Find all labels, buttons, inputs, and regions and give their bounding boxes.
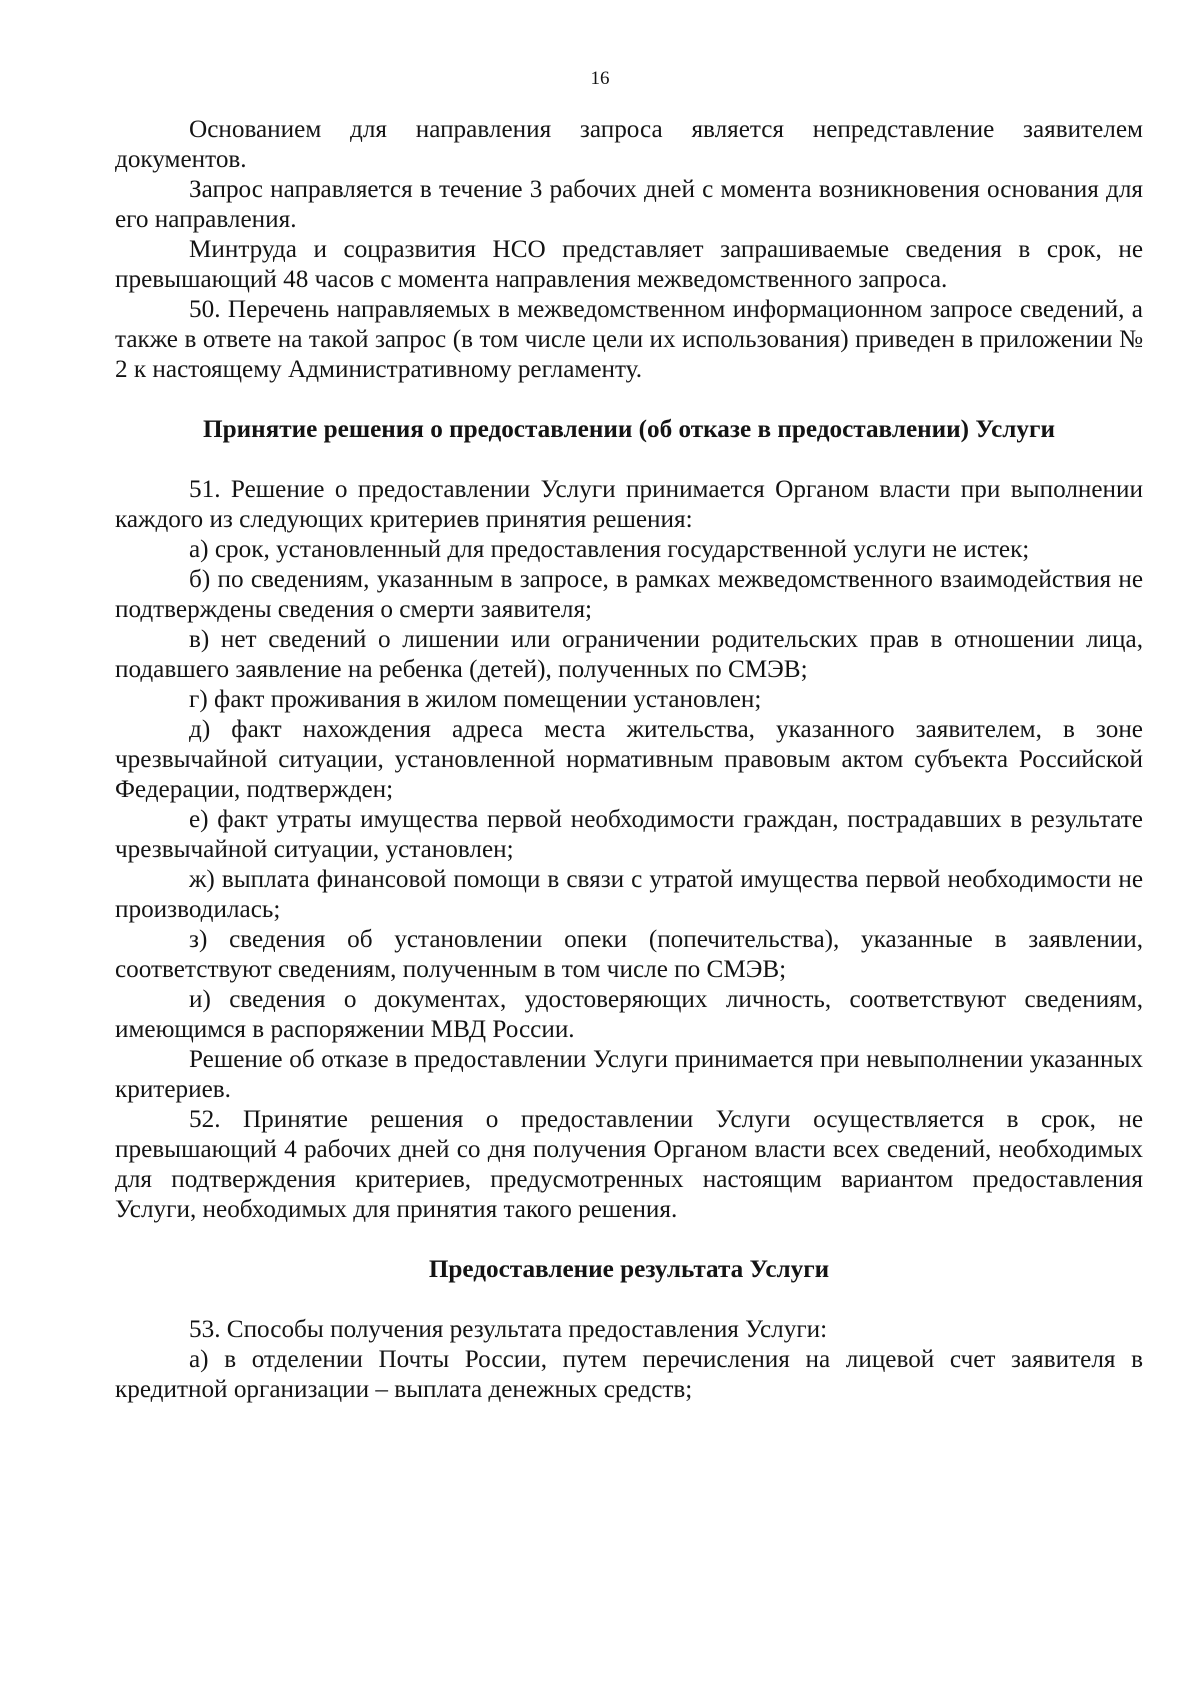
- section-heading: Предоставление результата Услуги: [428, 1256, 830, 1283]
- paragraph: 51. Решение о предоставлении Услуги принимается Органом власти при выполнении каждого из следующих критериев принятия решения:: [115, 476, 1143, 533]
- paragraph: а) срок, установленный для предоставления государственной услуги не истек;: [189, 536, 1030, 563]
- paragraph: Основанием для направления запроса является непредставление заявителем документов.: [115, 116, 1143, 173]
- paragraph: е) факт утраты имущества первой необходимости граждан, пострадавших в результате чрезвычайной ситуации, установлен;: [115, 806, 1143, 863]
- page-number: 16: [590, 68, 610, 89]
- paragraph: г) факт проживания в жилом помещении установлен;: [189, 686, 762, 713]
- paragraph: Запрос направляется в течение 3 рабочих дней с момента возникновения основания для его направления.: [115, 176, 1143, 233]
- section-heading: Принятие решения о предоставлении (об отказе в предоставлении) Услуги: [203, 416, 1055, 443]
- paragraph: Решение об отказе в предоставлении Услуги принимается при невыполнении указанных критериев.: [115, 1046, 1143, 1103]
- paragraph: в) нет сведений о лишении или ограничении родительских прав в отношении лица, подавшего заявление на ребенка (детей), полученных по СМЭВ;: [115, 626, 1143, 683]
- paragraph: ж) выплата финансовой помощи в связи с утратой имущества первой необходимости не производилась;: [115, 866, 1143, 923]
- paragraph: з) сведения об установлении опеки (попечительства), указанные в заявлении, соответствуют сведениям, полученным в том числе по СМЭВ;: [115, 926, 1143, 983]
- paragraph: д) факт нахождения адреса места жительства, указанного заявителем, в зоне чрезвычайной ситуации, установленной нормативным правовым актом субъекта Российской Федерации, подтвержден;: [115, 716, 1143, 803]
- document-body: [115, 115, 1143, 1405]
- paragraph: а) в отделении Почты России, путем перечисления на лицевой счет заявителя в кредитной организации – выплата денежных средств;: [115, 1346, 1143, 1403]
- paragraph: 52. Принятие решения о предоставлении Услуги осуществляется в срок, не превышающий 4 рабочих дней со дня получения Органом власти всех сведений, необходимых для подтверждения критериев, предусмотренных настоящим вариантом предоставления Услуги, необходимых для принятия такого решения.: [115, 1106, 1143, 1223]
- paragraph: Минтруда и соцразвития НСО представляет запрашиваемые сведения в срок, не превышающий 48 часов с момента направления межведомственного запроса.: [115, 236, 1143, 293]
- paragraph: и) сведения о документах, удостоверяющих личность, соответствуют сведениям, имеющимся в распоряжении МВД России.: [115, 986, 1143, 1043]
- paragraph: 50. Перечень направляемых в межведомственном информационном запросе сведений, а также в ответе на такой запрос (в том числе цели их использования) приведен в приложении № 2 к настоящему Административному регламенту.: [115, 296, 1143, 383]
- paragraph: б) по сведениям, указанным в запросе, в рамках межведомственного взаимодействия не подтверждены сведения о смерти заявителя;: [115, 566, 1143, 623]
- paragraph: 53. Способы получения результата предоставления Услуги:: [189, 1316, 828, 1343]
